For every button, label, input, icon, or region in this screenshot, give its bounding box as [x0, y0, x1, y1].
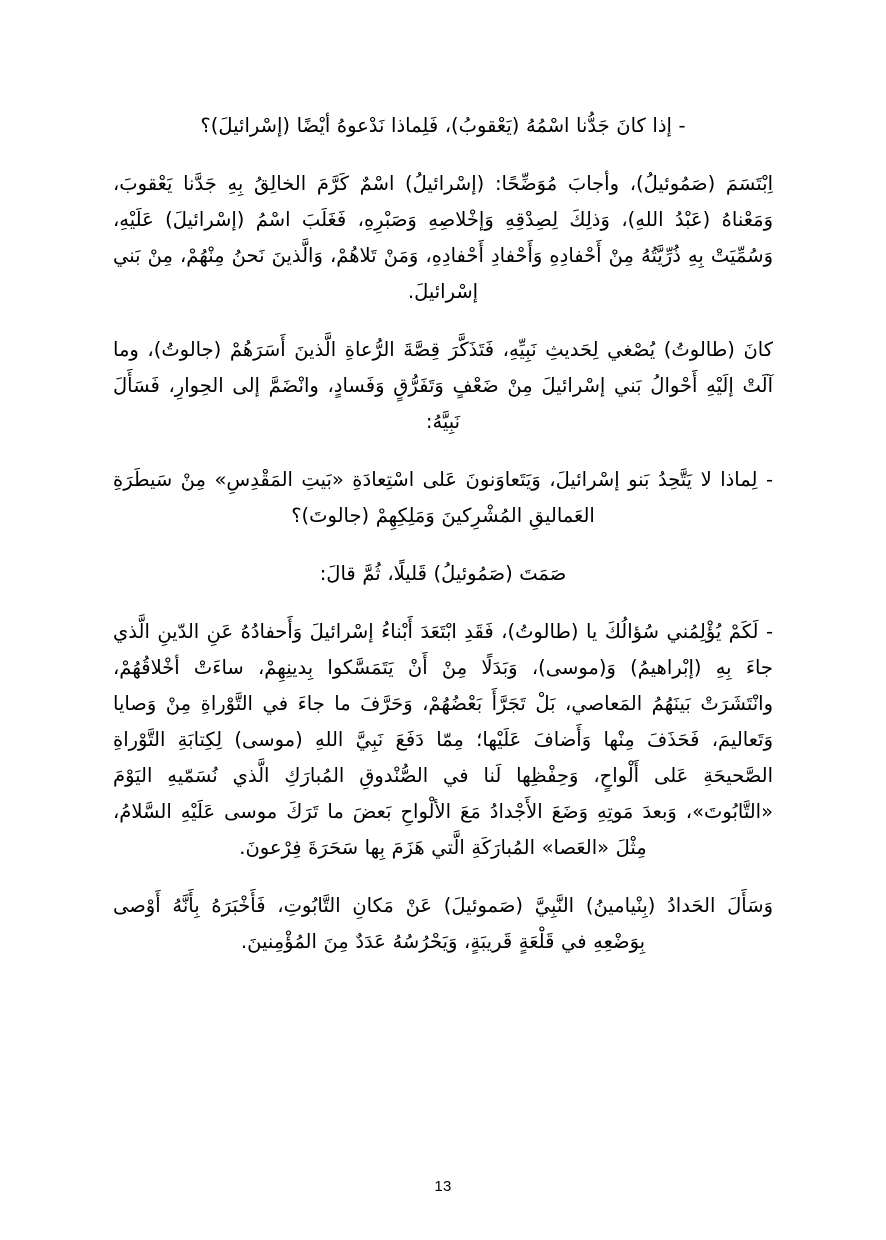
- paragraph-narrative-3: صَمَتَ (صَمُوئيلُ) قَليلًا، ثُمَّ قالَ:: [319, 562, 567, 585]
- paragraph-narrative-1: اِبْتَسَمَ (صَمُوئيلُ)، وأجابَ مُوَضِّحًا: (إسْرائيلُ) اسْمٌ كَرَّمَ الخالِقُ بِهِ جَدَّنا يَعْقوبَ، وَمَعْناهُ (عَبْدُ اللهِ)، وَذلِكَ لِصِدْقِهِ وَإخْلاصِهِ وَصَبْرِهِ، فَغَلَبَ اسْمُ (إسْرائيلَ) عَلَيْهِ، وَسُمِّيَتْ بِهِ ذُرِّيَّتُهُ مِنْ أَحْفادِهِ وَأَحْفادِ أَحْفادِهِ، وَمَنْ تَلاهُمْ، وَالَّذينَ نَحنُ مِنْهُمْ، مِنْ بَني إسْرائيلَ.: [113, 172, 773, 303]
- paragraph-narrative-2: كانَ (طالوتُ) يُصْغي لِحَديثِ نَبِيِّهِ، فَتَذَكَّرَ قِصَّةَ الرُّعاةِ الَّذينَ أَسَرَهُمْ (جالوتُ)، وما آلَتْ إلَيْهِ أَحْوالُ بَني إسْرائيلَ مِنْ ضَعْفٍ وَتَفَرُّقٍ وَفَسادٍ، وانْضَمَّ إلى الحِوارِ، فَسَأَلَ نَبِيَّهُ:: [113, 338, 773, 433]
- paragraph-narrative-4: وَسَأَلَ الحَدادُ (بِنْيامينُ) النَّبِيَّ (صَموئيلَ) عَنْ مَكانِ التَّابُوتِ، فَأَخْبَرَهُ بِأَنَّهُ أَوْصى بِوَضْعِهِ في قَلْعَةٍ قَريبَةٍ، وَيَحْرُسُهُ عَدَدٌ مِنَ المُؤْمِنينَ.: [113, 894, 773, 953]
- paragraph-dialogue-question-1: - إذا كانَ جَدُّنا اسْمُهُ (يَعْقوبُ)، فَلِماذا نَدْعوهُ أيْضًا (إسْرائيلَ)؟: [200, 114, 686, 137]
- paragraph-dialogue-answer-1: - لَكَمْ يُؤْلِمُني سُؤالُكَ يا (طالوتُ)، فَقَدِ ابْتَعَدَ أَبْناءُ إسْرائيلَ وَأَحفادُهُ عَنِ الدّينِ الَّذي جاءَ بِهِ (إبْراهيمُ) وَ(موسى)، وَبَدَلًا مِنْ أَنْ يَتَمَسَّكوا بِدينِهِمْ، ساءَتْ أخْلاقُهُمْ، وانْتَشَرَتْ بَينَهُمُ المَعاصي، بَلْ تَجَرَّأَ بَعْضُهُمْ، وَحَرَّفَ ما جاءَ في التَّوْراةِ مِنْ وَصايا وَتَعاليمَ، فَحَذَفَ مِنْها وَأَضافَ عَلَيْها؛ مِمّا دَفَعَ نَبِيَّ اللهِ (موسى) لِكِتابَةِ التَّوْراةِ الصَّحيحَةِ عَلى أَلْواحٍ، وَحِفْظِها لَنا في الصُّنْدوقِ المُبارَكِ الَّذي نُسَمّيهِ اليَوْمَ «التَّابُوتَ»، وَبعدَ مَوتِهِ وَضَعَ الأَجْدادُ مَعَ الألْواحِ بَعضَ ما تَرَكَ موسى عَلَيْهِ السَّلامُ، مِثْلَ «العَصا» المُبارَكَةِ الَّتي هَزَمَ بِها سَحَرَةَ فِرْعونَ.: [113, 620, 773, 859]
- page-number: 13: [434, 1178, 452, 1195]
- paragraph-dialogue-question-2: - لِماذا لا يَتَّحِدُ بَنو إسْرائيلَ، وَيَتَعاوَنونَ عَلى اسْتِعادَةِ «بَيتِ المَقْدِسِ» مِنْ سَيطَرَةِ العَماليقِ المُشْرِكينَ وَمَلِكِهِمْ (جالوتَ)؟: [113, 468, 773, 527]
- page-text-block: [113, 108, 773, 960]
